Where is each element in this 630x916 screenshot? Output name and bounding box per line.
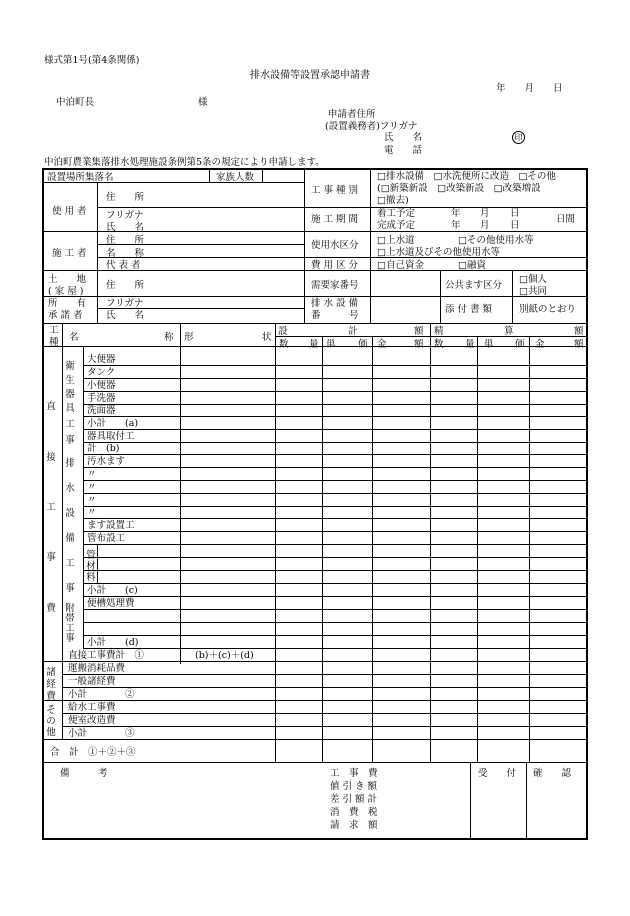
grid-line (83, 506, 587, 507)
user-address-label: 住 所 (106, 192, 145, 203)
grid-line (97, 182, 98, 323)
grid-line (526, 762, 527, 840)
row-label: 小計 ② (68, 689, 135, 700)
grid-line (62, 346, 63, 739)
group-direct-1: 直 (46, 401, 56, 412)
d-qty-2: 量 (309, 339, 319, 350)
grid-line (83, 596, 84, 648)
grid-line (62, 687, 587, 688)
group-misc-1: 諸 (46, 667, 56, 678)
water-option-3: □上水道及びその他使用水等 (377, 247, 500, 258)
house-label: ( 家 屋 ) (48, 286, 84, 297)
group-ancillary-1: 附 (65, 603, 75, 614)
row-label: 洗面器 (87, 405, 116, 416)
drain-no-label-2: 番 号 (311, 310, 359, 321)
work-type-label: 工 事 種 別 (311, 185, 359, 196)
grid-line (83, 416, 587, 417)
grid-line (83, 596, 587, 597)
grid-line (83, 454, 587, 455)
attachment-value: 別紙のとおり (519, 304, 577, 315)
row-label: 一般諸経費 (68, 676, 116, 687)
group-drain-2: 水 (65, 483, 75, 494)
land-address-label: 住 所 (106, 280, 145, 291)
group-sanitary-5: 工 (65, 419, 75, 430)
row-label: 小便器 (87, 380, 116, 391)
contractor-address-label: 住 所 (106, 235, 145, 246)
contractor-label: 施 工 者 (52, 248, 87, 259)
grid-line (43, 323, 587, 324)
d-amt-2: 額 (414, 339, 424, 350)
grid-line (43, 270, 304, 271)
group-sanitary-3: 器 (65, 389, 75, 400)
water-option-1: □上水道 (377, 235, 415, 246)
row-label: 大便器 (87, 354, 116, 365)
grid-line (529, 336, 530, 762)
row-label: 便槽処理費 (87, 598, 135, 609)
grid-line (430, 323, 431, 762)
row-label: 〃 (87, 495, 97, 506)
row-label: 手洗器 (87, 393, 116, 404)
group-other-1: そ (46, 705, 56, 716)
grid-line (62, 674, 587, 675)
settle-1: 精 (434, 326, 444, 337)
grid-line (83, 557, 587, 558)
col-shape-2: 状 (262, 332, 272, 343)
cost-div-label: 費 用 区 分 (311, 260, 359, 271)
applicant-address-label: 申請者住所 (328, 109, 376, 120)
obligor-label: (設置義務者)フリガナ (325, 121, 418, 132)
d-amt-1: 金 (377, 339, 387, 350)
demand-no-label: 需要家番号 (311, 280, 359, 291)
water-label: 使用水区分 (311, 240, 359, 251)
grid-line (83, 622, 587, 623)
group-drain-3: 設 (65, 508, 75, 519)
grid-line (83, 531, 587, 532)
remarks-label: 備 考 (60, 768, 108, 779)
grid-line (83, 429, 587, 430)
owner-name-label: 氏 名 (106, 310, 145, 321)
grid-line (83, 365, 587, 366)
grid-line (43, 700, 587, 701)
seal-mark: 印 (512, 131, 525, 144)
work-type-options-1: □排水設備 □水洗便所に改造 □その他 (377, 171, 556, 182)
col-shape-1: 形 (184, 332, 194, 343)
footer-line: 工 事 費 (330, 768, 378, 779)
grid-line (470, 762, 471, 840)
grid-line (372, 336, 373, 762)
group-pipe-2: 材 (86, 561, 96, 572)
period-label: 施 工 期 間 (311, 214, 359, 225)
grid-line (512, 270, 513, 323)
form-number: 様式第1号(第4条関係) (44, 55, 140, 66)
grid-line (83, 635, 587, 636)
owner-label: 所 有 (48, 298, 87, 309)
water-option-2: □その他使用水等 (458, 235, 534, 246)
s-unit-2: 価 (515, 339, 525, 350)
grid-line (43, 739, 587, 740)
group-direct-5: 費 (46, 603, 56, 614)
footer-line: 請 求 額 (330, 820, 378, 831)
grid-line (83, 518, 587, 519)
confirm-label: 確 認 (533, 768, 572, 779)
form-title: 排水設備等設置承認申請書 (250, 70, 370, 81)
group-sanitary-2: 生 (65, 375, 75, 386)
grid-line (262, 169, 263, 182)
grid-line (43, 231, 304, 232)
settle-2: 算 (504, 326, 514, 337)
row-label: 給水工事費 (68, 702, 116, 713)
grid-line (83, 609, 587, 610)
row-label: タンク (87, 367, 116, 378)
days-label: 日間 (556, 214, 576, 225)
grid-line (322, 336, 323, 762)
cost-option-2: □融資 (458, 260, 486, 271)
work-type-options-2: (□新築新設 □改築新設 □改築増設 (377, 183, 541, 194)
end-month: 月 (480, 220, 490, 231)
s-unit-1: 単 (484, 339, 494, 350)
grid-line (83, 391, 587, 392)
settle-3: 額 (574, 326, 584, 337)
row-label: 〃 (87, 482, 97, 493)
grid-line (83, 378, 587, 379)
grid-line (83, 480, 587, 481)
row-label: ます設置工 (87, 520, 135, 531)
group-misc-3: 費 (46, 691, 56, 702)
row-label: 小計 (c) (87, 585, 138, 596)
date-field: 年 月 日 (496, 83, 563, 94)
group-other-2: の (46, 716, 56, 727)
group-misc-2: 経 (46, 679, 56, 690)
grid-line (275, 323, 276, 762)
row-label: 小計 ③ (68, 728, 135, 739)
row-label: 運搬消耗品費 (68, 663, 126, 674)
grid-line (304, 231, 587, 232)
grid-line (440, 270, 441, 323)
row-label: 小計 (d) (87, 637, 139, 648)
grid-line (83, 544, 587, 545)
footer-line: 差 引 額 計 (330, 794, 378, 805)
applicant-name-label: 氏 名 (384, 132, 423, 143)
design-2: 計 (348, 326, 358, 337)
attachment-label: 添 付 書 類 (445, 304, 493, 315)
grid-line (43, 661, 587, 662)
group-other-3: 他 (46, 727, 56, 738)
grid-line (83, 442, 587, 443)
drain-no-label-1: 排 水 設 備 (311, 298, 359, 309)
grid-line (83, 493, 587, 494)
d-unit-2: 価 (358, 339, 368, 350)
family-label: 家族人数 (216, 172, 255, 183)
design-3: 額 (414, 326, 424, 337)
public-option-1: □個人 (519, 274, 547, 285)
public-option-2: □共同 (519, 286, 547, 297)
consenter-label: 承 諾 者 (48, 310, 83, 321)
row-label: 便室改造費 (68, 715, 116, 726)
user-label: 使 用 者 (52, 206, 87, 217)
grid-line (62, 713, 587, 714)
row-label: 〃 (87, 507, 97, 518)
footer-line: 値 引 き 額 (330, 781, 378, 792)
row-label: 小計 (a) (87, 418, 139, 429)
grid-line (304, 169, 305, 323)
user-furigana-label: フリガナ (106, 210, 144, 221)
s-qty-1: 数 (434, 339, 444, 350)
grid-line (83, 404, 587, 405)
koshu-1: 工 (49, 325, 59, 336)
grand-total-label: 合 計 ①＋②＋③ (50, 747, 136, 758)
grid-line (477, 336, 478, 762)
site-label: 設置場所集落名 (47, 172, 114, 183)
phone-label: 電 話 (384, 145, 423, 156)
start-day: 日 (510, 208, 520, 219)
contractor-rep-label: 代 表 者 (106, 260, 141, 271)
col-name-2: 称 (164, 332, 174, 343)
row-label: 管布設工 (87, 533, 126, 544)
group-drain-6: 事 (65, 583, 75, 594)
group-direct-4: 事 (46, 552, 56, 563)
end-label: 完成予定 (377, 220, 416, 231)
group-pipe-3: 料 (86, 572, 96, 583)
row-label: 器具取付工 (87, 431, 135, 442)
group-direct-3: 工 (46, 502, 56, 513)
col-name-1: 名 (69, 332, 79, 343)
row-label: 直接工事費計 ① (68, 650, 145, 661)
grid-line (304, 207, 587, 208)
grid-line (43, 762, 587, 763)
d-unit-1: 単 (326, 339, 336, 350)
group-ancillary-4: 事 (65, 633, 75, 644)
owner-furigana-label: フリガナ (106, 298, 144, 309)
design-1: 設 (278, 326, 288, 337)
work-type-options-3: □撤去) (377, 195, 409, 206)
contractor-company-label: 名 称 (106, 248, 145, 259)
grid-line (209, 169, 210, 182)
group-pipe-1: 管 (86, 550, 96, 561)
start-month: 月 (480, 208, 490, 219)
public-basin-label: 公共ます区分 (445, 280, 503, 291)
grid-line (370, 169, 371, 323)
grid-line (83, 648, 587, 649)
grid-line (83, 583, 587, 584)
land-label: 土 地 (48, 274, 87, 285)
d-qty-1: 数 (279, 339, 289, 350)
grid-line (97, 207, 304, 208)
addressee: 中泊町長 (56, 97, 95, 108)
cost-option-1: □自己資金 (377, 260, 424, 271)
user-name-label: 氏 名 (106, 222, 145, 233)
group-ancillary-3: 工 (65, 623, 75, 634)
group-drain-5: 工 (65, 558, 75, 569)
end-day: 日 (510, 220, 520, 231)
receipt-label: 受 付 (478, 768, 517, 779)
koshu-2: 種 (49, 337, 59, 348)
start-label: 着工予定 (377, 208, 416, 219)
row-label: 汚水ます (87, 456, 126, 467)
row-label: 〃 (87, 469, 97, 480)
addressee-honorific: 様 (198, 97, 208, 108)
grid-line (62, 726, 587, 727)
s-qty-2: 量 (465, 339, 475, 350)
group-sanitary-6: 事 (65, 435, 75, 446)
s-amt-1: 金 (535, 339, 545, 350)
statement: 中泊町農業集落排水処理施設条例第5条の規定により申請します。 (44, 157, 325, 168)
grid-line (83, 467, 587, 468)
grid-line (97, 544, 98, 583)
group-sanitary-4: 具 (65, 403, 75, 414)
direct-cost-formula: (b)＋(c)＋(d) (195, 650, 254, 661)
group-direct-2: 接 (46, 452, 56, 463)
group-drain-1: 排 (65, 458, 75, 469)
grid-line (83, 570, 587, 571)
group-sanitary-1: 衛 (65, 361, 75, 372)
grid-line (62, 323, 63, 346)
end-year: 年 (451, 220, 461, 231)
group-ancillary-2: 帯 (65, 613, 75, 624)
grid-line (83, 346, 84, 596)
group-drain-4: 備 (65, 533, 75, 544)
row-label: 計 (b) (87, 443, 120, 454)
start-year: 年 (451, 208, 461, 219)
s-amt-2: 額 (574, 339, 584, 350)
footer-line: 消 費 税 (330, 807, 378, 818)
